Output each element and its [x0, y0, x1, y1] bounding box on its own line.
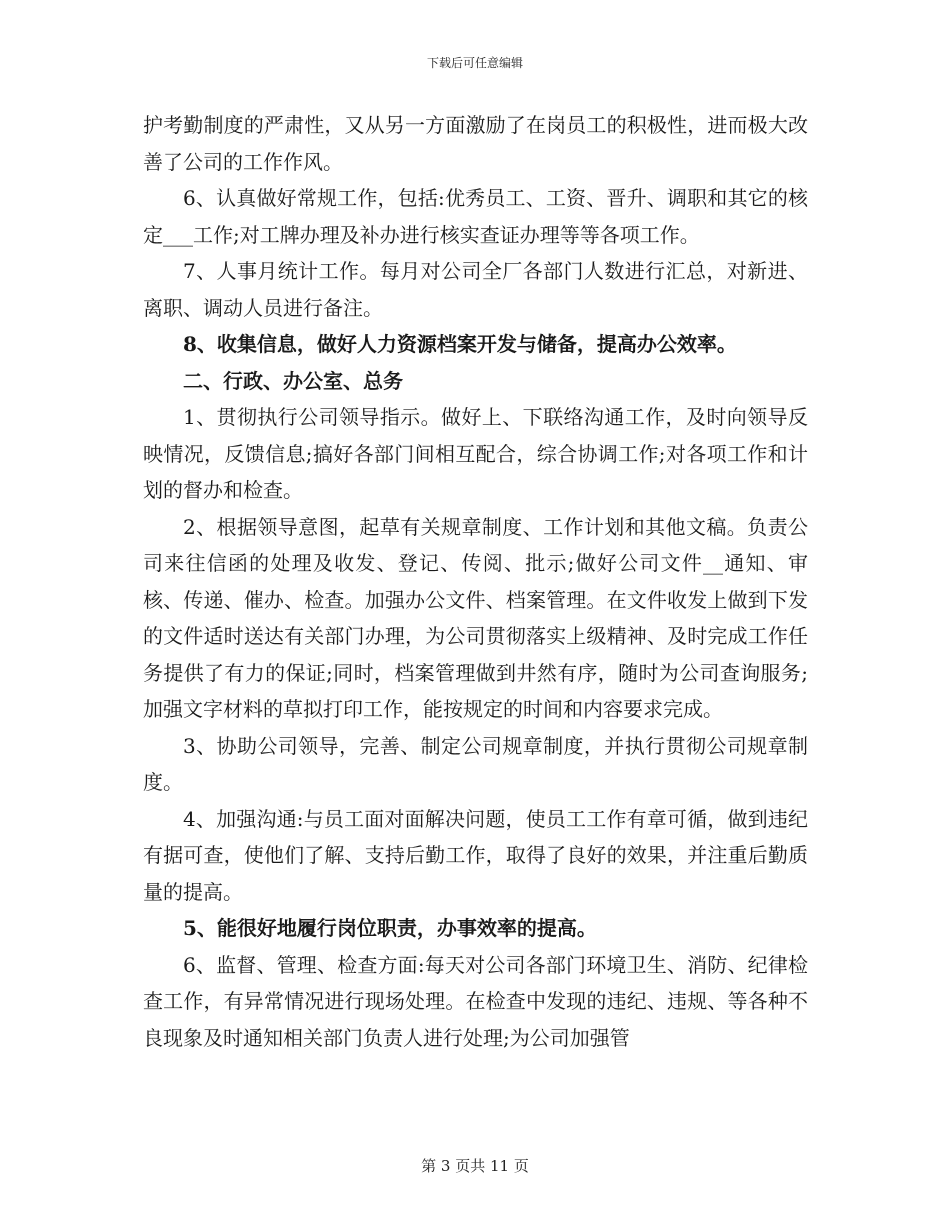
page-footer: 第 3 页共 11 页 [421, 1157, 529, 1175]
paragraph-admin-2: 2、根据领导意图，起草有关规章制度、工作计划和其他文稿。负责公司来往信函的处理及收发、登记、传阅、批示;做好公司文件__通知、审核、传递、催办、检查。加强办公文件、档案管理。在文件收发上做到下发的文件适时送达有关部门办理，为公司贯彻落实上级精神、及时完成工作任务提供了有力的保证;同时，档案管理做到井然有序，随时为公司查询服务;加强文字材料的草拟打印工作，能按规定的时间和内容要求完成。 [143, 514, 808, 721]
paragraph-continuation: 护考勤制度的严肃性，又从另一方面激励了在岗员工的积极性，进而极大改善了公司的工作作风。 [143, 113, 808, 174]
paragraph-admin-3: 3、协助公司领导，完善、制定公司规章制度，并执行贯彻公司规章制度。 [143, 733, 808, 794]
section-heading-admin: 二、行政、办公室、总务 [183, 368, 403, 393]
paragraph-item-6: 6、认真做好常规工作，包括:优秀员工、工资、晋升、调职和其它的核定___工作;对工牌办理及补办进行核实查证办理等等各项工作。 [143, 186, 808, 247]
paragraph-admin-4: 4、加强沟通:与员工面对面解决问题，使员工工作有章可循，做到违纪有据可查，使他们了解、支持后勤工作，取得了良好的效果，并注重后勤质量的提高。 [143, 806, 808, 904]
document-body [143, 107, 808, 1056]
paragraph-admin-1: 1、贯彻执行公司领导指示。做好上、下联络沟通工作，及时向领导反映情况，反馈信息;搞好各部门间相互配合，综合协调工作;对各项工作和计划的督办和检查。 [143, 405, 808, 502]
paragraph-admin-6: 6、监督、管理、检查方面:每天对公司各部门环境卫生、消防、纪律检查工作，有异常情况进行现场处理。在检查中发现的违纪、违规、等各种不良现象及时通知相关部门负责人进行处理;为公司加强管 [143, 952, 808, 1050]
paragraph-admin-5-bold: 5、能很好地履行岗位职责，办事效率的提高。 [183, 916, 597, 940]
paragraph-item-7: 7、人事月统计工作。每月对公司全厂各部门人数进行汇总，对新进、离职、调动人员进行备注。 [143, 259, 808, 320]
paragraph-item-8-bold: 8、收集信息，做好人力资源档案开发与储备，提高办公效率。 [183, 332, 737, 356]
page-header: 下载后可任意编辑 [426, 56, 523, 70]
